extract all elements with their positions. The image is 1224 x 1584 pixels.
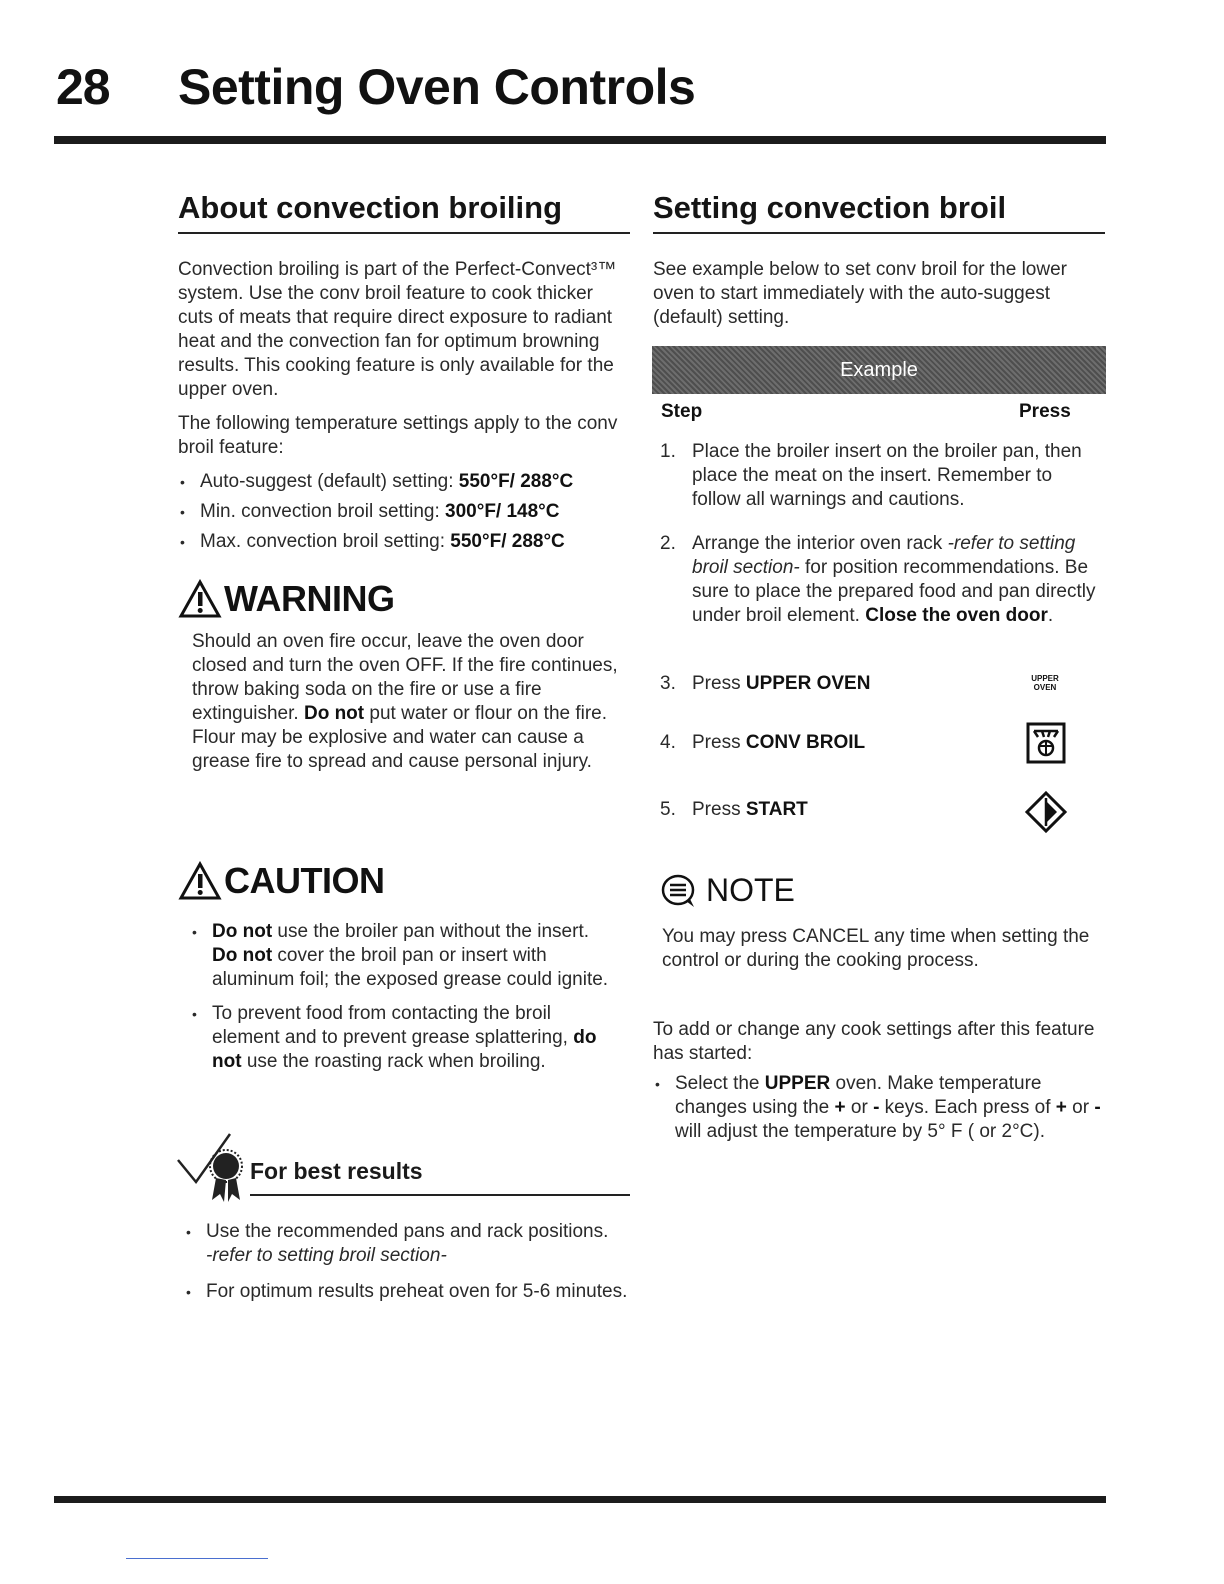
caution-list: [190, 920, 618, 1074]
list-item: • Max. convection broil setting: 550°F/ 288°C: [178, 530, 630, 554]
best-results-title: For best results: [250, 1158, 423, 1184]
list-item: • Use the recommended pans and rack positions. -refer to setting broil section-: [184, 1220, 634, 1268]
example-bar: Example: [652, 346, 1106, 394]
list-item: • Select the UPPER oven. Make temperature changes using the + or - keys. Each press of + or - will adjust the temperature by 5° F ( or 2°C).: [653, 1072, 1105, 1144]
warning-icon: [178, 579, 222, 619]
best-results-header: [174, 1130, 634, 1206]
note-text: You may press CANCEL any time when setting the control or during the cooking process.: [662, 926, 1090, 971]
page-title: Setting Oven Controls: [178, 59, 696, 115]
caution-title: CAUTION: [178, 860, 618, 902]
about-body: [178, 258, 630, 554]
about-heading: About convection broiling: [178, 190, 630, 234]
note-box: [660, 872, 1100, 973]
temperature-settings-list: [178, 470, 630, 554]
note-icon: [660, 873, 700, 909]
warning-title: WARNING: [178, 578, 618, 620]
change-settings-intro: To add or change any cook settings after this feature has started:: [653, 1019, 1095, 1064]
setting-section: [653, 190, 1105, 330]
list-item: • Do not use the broiler pan without the insert. Do not cover the broil pan or insert with aluminum foil; the exposed grease could ignite.: [190, 920, 618, 992]
ribbon-checkmark-icon: [174, 1130, 246, 1206]
list-item: • To prevent food from contacting the broil element and to prevent grease splattering, do not use the roasting rack when broiling.: [190, 1002, 618, 1074]
change-settings-list: [653, 1072, 1105, 1144]
best-results-list: [184, 1220, 634, 1304]
warning-triangle-icon: [178, 861, 222, 901]
about-paragraph-2: The following temperature settings apply to the conv broil feature:: [178, 413, 618, 458]
list-item: • For optimum results preheat oven for 5-6 minutes.: [184, 1280, 634, 1304]
press-column-header: Press: [1019, 401, 1071, 422]
list-item: • Min. convection broil setting: 300°F/ 148°C: [178, 500, 630, 524]
step-column-header: Step: [661, 401, 703, 422]
about-section: [178, 190, 630, 560]
upper-oven-key-icon[interactable]: UPPER OVEN: [1031, 674, 1059, 692]
step-item-1: 1. Place the broiler insert on the broiler pan, then place the meat on the insert. Remember to follow all warnings and cautions.: [660, 441, 1082, 510]
setting-intro: See example below to set conv broil for the lower oven to start immediately with the auto-suggest (default) setting.: [653, 259, 1067, 328]
note-title: NOTE: [660, 872, 1100, 909]
change-settings-section: [653, 1018, 1105, 1150]
step-item-2: 2. Arrange the interior oven rack -refer to setting broil section- for position recommendations. Be sure to place the prepared food and pan directly under broil element. Close the oven door.: [660, 533, 1096, 626]
best-results-rule: [250, 1194, 630, 1196]
steps-list: [652, 440, 1102, 628]
page-number: 28: [56, 59, 110, 115]
setting-heading: Setting convection broil: [653, 190, 1105, 234]
caution-box: [178, 860, 618, 1080]
conv-broil-key-icon[interactable]: [1026, 722, 1066, 764]
header-rule: [54, 136, 1106, 144]
about-paragraph-1: Convection broiling is part of the Perfect-Convect³™ system. Use the conv broil feature to cook thicker cuts of meats that require direct exposure to radiant heat and the convection fan for optimum browning results. This cooking feature is only available for the upper oven.: [178, 259, 617, 400]
start-key-icon[interactable]: [1024, 790, 1068, 834]
list-item: • Auto-suggest (default) setting: 550°F/ 288°C: [178, 470, 630, 494]
footer-rule: [54, 1496, 1106, 1503]
warning-text: Should an oven fire occur, leave the oven door closed and turn the oven OFF. If the fire continues, throw baking soda on the fire or use a fire extinguisher. Do not put water or flour on the fire. Flour may be explosive and water can cause a grease fire to spread and cause personal injury.: [192, 631, 618, 772]
footer-link-underline: [126, 1558, 268, 1559]
warning-box: [178, 578, 618, 774]
best-results-section: [174, 1130, 634, 1310]
